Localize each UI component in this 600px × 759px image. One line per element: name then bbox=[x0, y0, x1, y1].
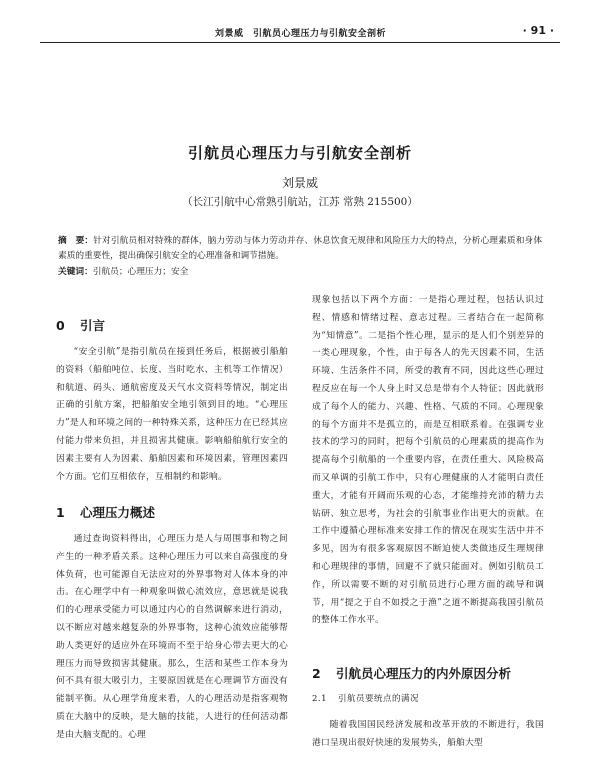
subsection-number: 2.1 bbox=[312, 694, 328, 704]
section-heading-intro bbox=[56, 316, 105, 334]
section-heading-overview bbox=[56, 503, 155, 521]
keywords-label: 关键词： bbox=[58, 267, 93, 277]
section-heading-causes bbox=[312, 664, 511, 682]
abstract-text: 针对引航员相对特殊的群体，脑力劳动与体力劳动并存、休息饮食无规律和风险压力大的特点，分析心理素质和身体素质的重要性，提出确保引航安全的心理准备和调节措施。 bbox=[58, 236, 543, 261]
article-title: 引航员心理压力与引航安全剖析 bbox=[187, 144, 412, 162]
subsection-heading bbox=[312, 692, 419, 704]
section-title: 引航员心理压力的内外原因分析 bbox=[336, 666, 512, 681]
section-number: 0 bbox=[56, 318, 65, 333]
article-author: 刘景威 bbox=[281, 176, 318, 190]
subsection-paragraph: 随着我国国民经济发展和改革开放的不断进行，我国港口呈现出很好快速的发展势头，船舶大型 bbox=[312, 720, 544, 748]
section-number: 2 bbox=[312, 666, 321, 681]
intro-paragraph: “安全引航”是指引航员在接到任务后，根据被引船舶的资料（船舶吨位、长度、当时吃水、主机等工作情况）和航道、码头、通航密度及天气水文资料等情况，制定出正确的引航方案，把船舶安全地引领到目的地。“心理压力”是人和环境之间的一种特殊关系，这种压力在已经其应付能力带来负担，并且损害其健康。影响船舶航行安全的因素主要有人为因素、船舶因素和环境因素，管理因素四个方面。它们互相依存，互相制约和影响。 bbox=[56, 347, 288, 482]
page-number: · 91 · bbox=[522, 24, 554, 37]
abstract bbox=[58, 234, 542, 264]
section-title: 心理压力概述 bbox=[80, 505, 156, 520]
article-affiliation: （长江引航中心常熟引航站，江苏 常熟 215500） bbox=[182, 196, 418, 208]
running-head: 刘景威 引航员心理压力与引航安全剖析 bbox=[215, 29, 387, 39]
section-title: 引言 bbox=[80, 318, 106, 333]
keywords bbox=[58, 265, 188, 277]
subsection-title: 引航员要统点的满况 bbox=[338, 694, 420, 704]
overview-paragraph: 通过查询资料得出，心理压力是人与周围事和物之间产生的一种矛盾关系。这种心理压力可以来自高强度的身体负荷，也可能源自无法应对的外界事物对人体本身的冲击。在心理学中有一种观象叫做心流效应，意思就是说我们的心理承受能力可以通过内心的自然调解来进行消动，以不断应对越来越复杂的外界事物，这种心流效应能够帮助人类更好的适应外在环境而不至于给身心带去更大的心理压力而导致损害其健康。那么，生活和某些工作本身为何不具有很大吸引力，主要原因就是在心理调节方面没有能制平衡。从心理学角度来看，人的心理活动是指客观物质在大脑中的反映，是大脑的技能，人进行的任何活动都是由大脑支配的。心理 bbox=[56, 534, 288, 740]
abstract-label: 摘 要： bbox=[58, 236, 94, 246]
continued-paragraph: 现象包括以下两个方面：一是指心理过程，包括认识过程、情感和情绪过程、意志过程。三者结合在一起简称为“知情意”。二是指个性心理，显示的是人们个别差异的一类心理现象，个性，由于每各人的先天因素不同，生活环境、生活条件不同，所受的教育不同，因此这些心理过程反应在每一个人身上时又总是带有个人特征；因此就形成了每个人的能力、兴趣、性格、气质的不同。心理现象的每个方面并不是孤立的，而是互相联系着。在强调专业技术的学习的同时，把每个引航员的心理素质的提高作为提高每个引航船的一个重要内容，在责任重大、风险极高而又单调的引航工作中，只有心理健康的人才能明白责任重大，才能有开阔而乐观的心态，才能维持充沛的精力去钻研、独立思考，为社会的引航事业作出更大的贡献。在工作中遵循心理标准来安排工作的情况在现实生活中并不多见，因为有很多客观原因不断迫使人类做违反生理规律和心理规律的事情，回避不了就只能面对。例如引航员工作，所以需要不断的对引航员进行心理方面的疏导和调节，用“提之于自不如授之于渔”之道不断提高我国引航员的整体工作水平。 bbox=[312, 295, 544, 626]
keywords-text: 引航员；心理压力；安全 bbox=[92, 267, 189, 277]
running-header bbox=[40, 20, 560, 43]
section-number: 1 bbox=[56, 505, 65, 520]
